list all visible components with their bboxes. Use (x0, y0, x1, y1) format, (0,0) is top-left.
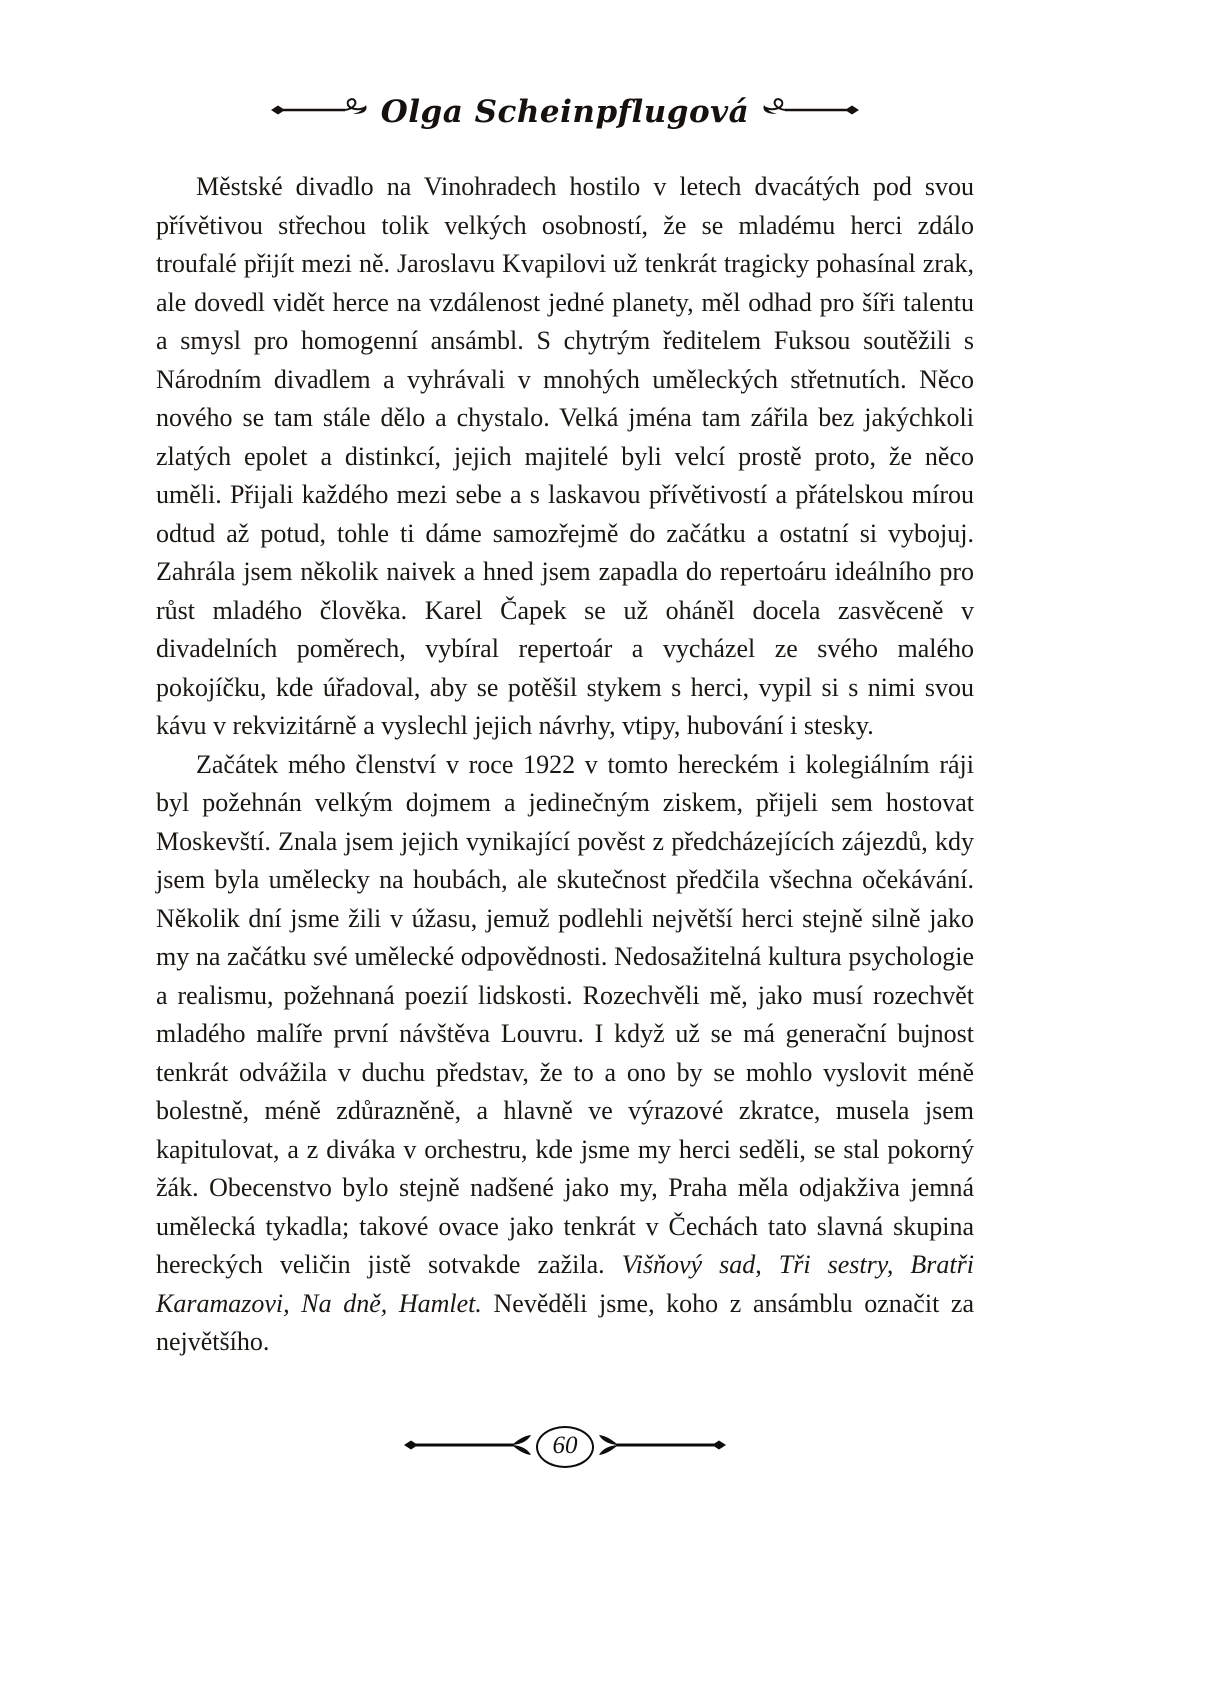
header-flourish-left-icon (269, 97, 369, 128)
footer-flourish-right-icon (598, 1430, 728, 1465)
text-block (156, 168, 974, 1362)
author-name: Olga Scheinpflugová (380, 94, 750, 130)
paragraph-2-book-titles: Višňový sad, Tři sestry, Bratři Karamazovi, Na dně, Hamlet. (156, 1250, 974, 1318)
paragraph-1-text: Městské divadlo na Vinohradech hostilo v letech dvacátých pod svou přívětivou střechou tolik velkých osobností, že se mladému herci zdálo troufalé přijít mezi ně. Jaroslavu Kvapilovi už tenkrát tragicky pohasínal zrak, ale dovedl vidět herce na vzdálenost jedné planety, měl odhad pro šíři talentu a smysl pro homogenní ansámbl. S chytrým ředitelem Fuksou soutěžili s Národním divadlem a vyhrávali v mnohých uměleckých střetnutích. Něco nového se tam stále dělo a chystalo. Velká jména tam zářila bez jakýchkoli zlatých epolet a distinkcí, jejich majitelé byli velcí prostě proto, že něco uměli. Přijali každého mezi sebe a s laskavou přívětivostí a přátelskou mírou odtud až potud, tohle ti dáme samozřejmě do začátku a ostatní si vybojuj. Zahrála jsem několik naivek a hned jsem zapadla do repertoáru ideálního pro růst mladého člověka. Karel Čapek se už oháněl docela zasvěceně v divadelních poměrech, vybíral repertoár a vycházel ze svého malého pokojíčku, kde úřadoval, aby se potěšil stykem s herci, vypil si s nimi svou kávu v rekvizitárně a vyslechl jejich návrhy, vtipy, hubování i stesky. (156, 172, 974, 740)
page-content (156, 0, 974, 1362)
page-number-badge (536, 1426, 594, 1468)
page-footer (156, 1426, 974, 1468)
paragraph-2-end: Nevěděli jsme, koho z ansámblu označit za největšího. (156, 1288, 974, 1356)
paragraph-1 (156, 168, 974, 746)
page-header (156, 94, 974, 130)
page-number: 60 (552, 1432, 578, 1459)
paragraph-2-text: Začátek mého členství v roce 1922 v tomto hereckém i kolegiálním ráji byl požehnán velkým dojmem a jedinečným ziskem, přijeli sem hostovat Moskevští. Znala jsem jejich vynikající pověst z předcházejících zájezdů, kdy jsem byla umělecky na houbách, ale skutečnost předčila všechna očekávání. Několik dní jsme žili v úžasu, jemuž podlehli největší herci stejně silně jako my na začátku své umělecké odpovědnosti. Nedosažitelná kultura psychologie a realismu, požehnaná poezií lidskosti. Rozechvěli mě, jako musí rozechvět mladého malíře první návštěva Louvru. I když už se má generační bujnost tenkrát odvážila v duchu představ, že to a ono by se mohlo vyslovit méně bolestně, méně zdůrazněně, a hlavně ve výrazové zkratce, musela jsem kapitulovat, a z diváka v orchestru, kde jsme my herci seděli, se stal pokorný žák. Obecenstvo bylo stejně nadšené jako my, Praha měla odjakživa jemná umělecká tykadla; takové ovace jako tenkrát v Čechách tato slavná skupina hereckých veličin jistě sotvakde zažila. (156, 749, 974, 1279)
footer-flourish-left-icon (402, 1430, 532, 1465)
header-flourish-right-icon (761, 97, 861, 128)
paragraph-2 (156, 746, 974, 1362)
